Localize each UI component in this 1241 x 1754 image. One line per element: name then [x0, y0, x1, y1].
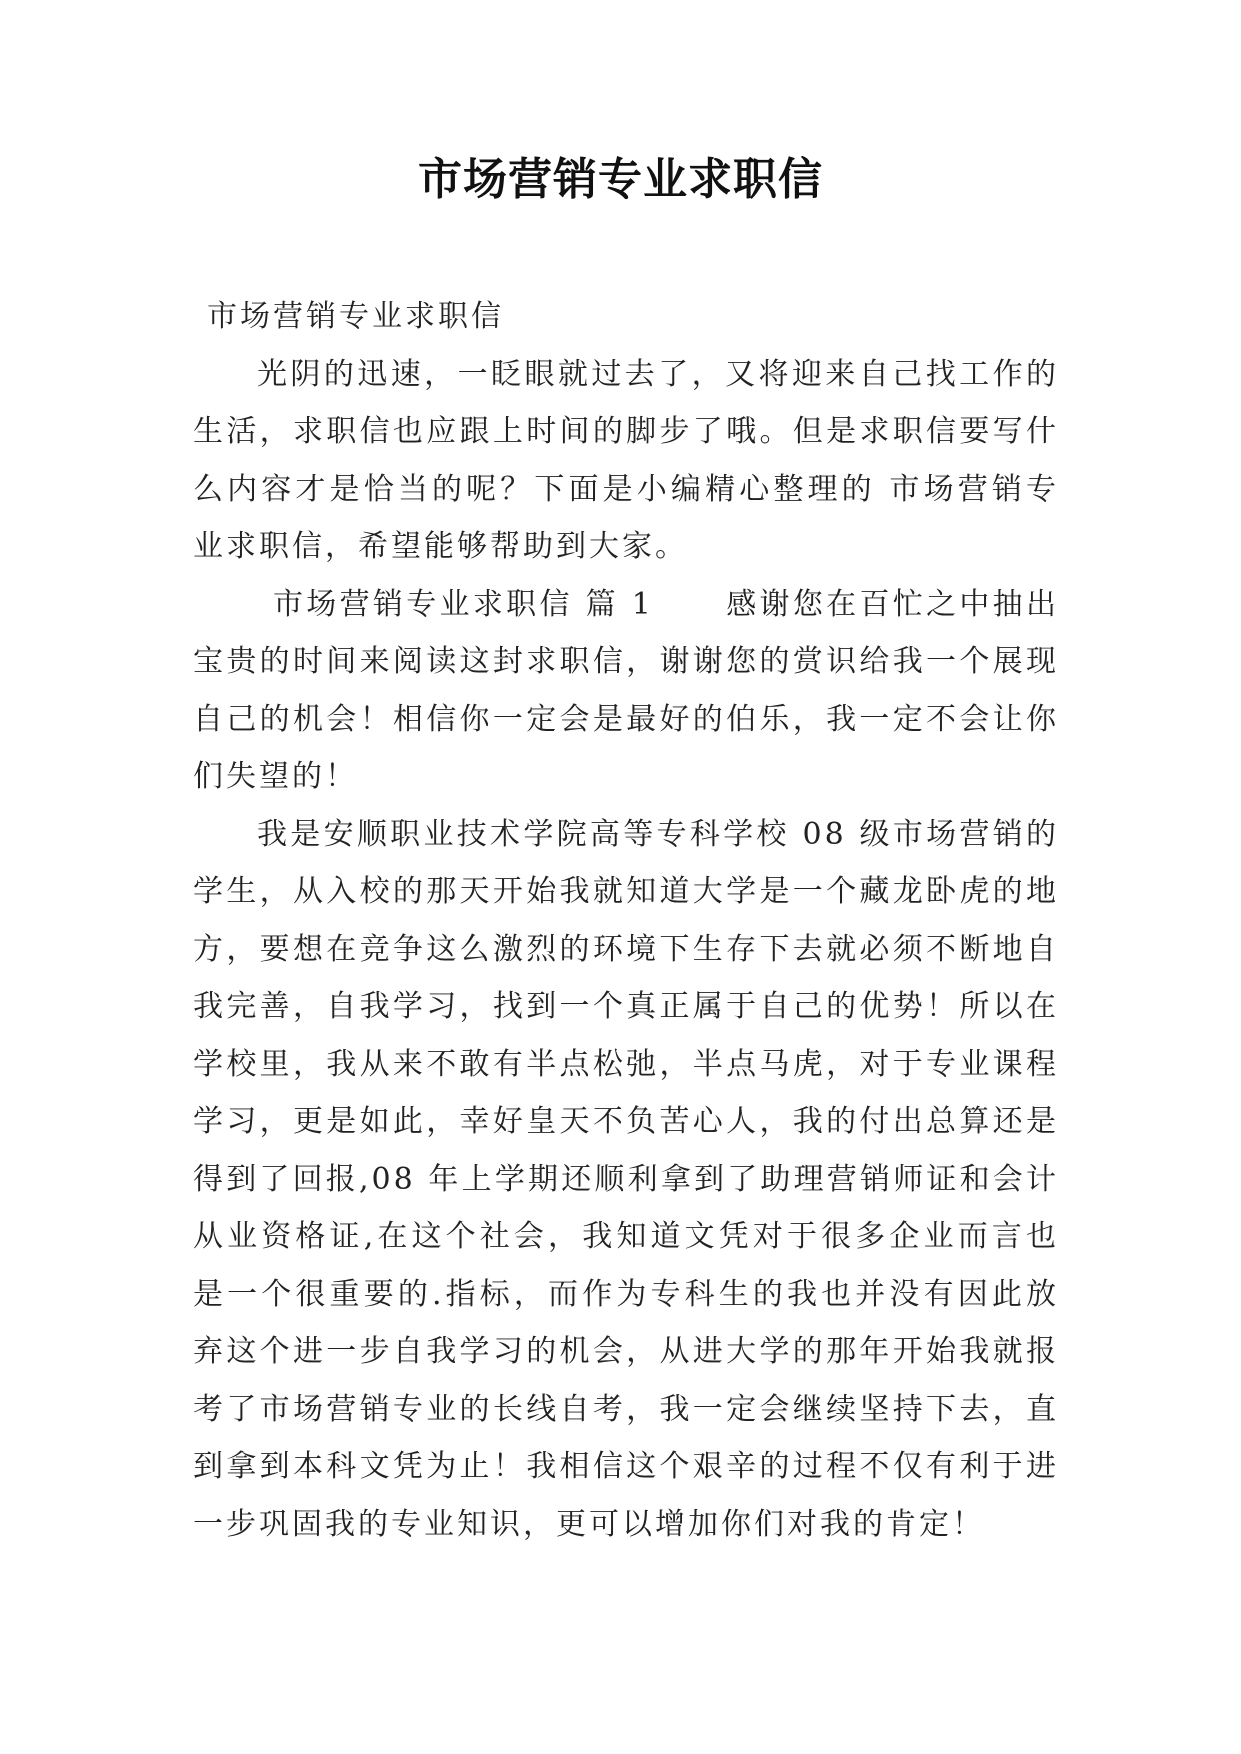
section-opening: 感谢您在百忙之中抽出宝贵的时间来阅读这封求职信，谢谢您的赏识给我一个展现自己的机会！相信你一定会是最好的伯乐，我一定不会让你们失望的！ [193, 586, 1059, 794]
document-title: 市场营销专业求职信 [418, 154, 823, 205]
document-subtitle: 市场营销专业求职信 [207, 299, 504, 334]
intro-paragraph: 光阴的迅速，一眨眼就过去了，又将迎来自己找工作的生活，求职信也应跟上时间的脚步了哦。但是求职信要写什么内容才是恰当的呢？下面是小编精心整理的 市场营销专业求职信，希望能够帮助到大家。 [193, 356, 1059, 564]
section-heading: 市场营销专业求职信 篇 1 [273, 586, 654, 622]
document-body [193, 288, 1059, 1553]
section-paragraph [193, 576, 1059, 806]
main-paragraph: 我是安顺职业技术学院高等专科学校 08 级市场营销的学生，从入校的那天开始我就知道大学是一个藏龙卧虎的地方，要想在竞争这么激烈的环境下生存下去就必须不断地自我完善，自我学习，找到一个真正属于自己的优势！所以在学校里，我从来不敢有半点松弛，半点马虎，对于专业课程学习，更是如此，幸好皇天不负苦心人，我的付出总算还是得到了回报,08 年上学期还顺利拿到了助理营销师证和会计从业资格证,在这个社会，我知道文凭对于很多企业而言也是一个很重要的.指标，而作为专科生的我也并没有因此放弃这个进一步自我学习的机会，从进大学的那年开始我就报考了市场营销专业的长线自考，我一定会继续坚持下去，直到拿到本科文凭为止！我相信这个艰辛的过程不仅有利于进一步巩固我的专业知识，更可以增加你们对我的肯定！ [193, 816, 1059, 1542]
